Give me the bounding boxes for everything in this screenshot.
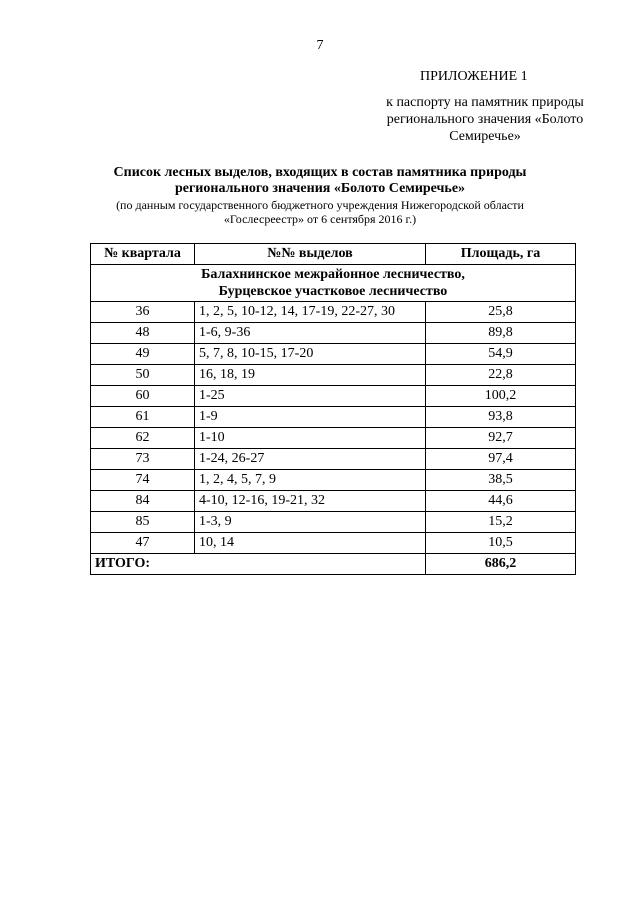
quarter-cell: 60: [91, 386, 195, 407]
area-cell: 54,9: [426, 344, 576, 365]
quarter-cell: 74: [91, 470, 195, 491]
area-cell: 44,6: [426, 491, 576, 512]
table-row: [91, 533, 576, 554]
table-row: [91, 491, 576, 512]
area-cell: 93,8: [426, 407, 576, 428]
list-title-line: Список лесных выделов, входящих в состав памятника природы: [113, 165, 527, 180]
area-cell: 15,2: [426, 512, 576, 533]
table-row: [91, 323, 576, 344]
total-row: [91, 554, 576, 575]
sections-cell: 5, 7, 8, 10-15, 17-20: [195, 344, 426, 365]
header-quarter: № квартала: [91, 244, 195, 265]
quarter-cell: 85: [91, 512, 195, 533]
area-cell: 92,7: [426, 428, 576, 449]
area-cell: 89,8: [426, 323, 576, 344]
sections-cell: 1-24, 26-27: [195, 449, 426, 470]
table-row: [91, 449, 576, 470]
area-cell: 22,8: [426, 365, 576, 386]
sections-cell: 1-9: [195, 407, 426, 428]
total-label: ИТОГО:: [91, 554, 426, 575]
table-row: [91, 470, 576, 491]
quarter-cell: 36: [91, 302, 195, 323]
quarter-cell: 61: [91, 407, 195, 428]
list-source-line: (по данным государственного бюджетного учреждения Нижегородской области: [116, 198, 524, 212]
list-title-line: регионального значения «Болото Семиречье»: [174, 181, 466, 196]
total-area: 686,2: [426, 554, 576, 575]
quarter-cell: 73: [91, 449, 195, 470]
table-row: [91, 512, 576, 533]
list-source-line: «Гослесреестр» от 6 сентября 2016 г.): [223, 212, 417, 226]
area-cell: 100,2: [426, 386, 576, 407]
table-row: [91, 428, 576, 449]
sections-cell: 1-10: [195, 428, 426, 449]
forest-sections-table: [90, 243, 576, 575]
sections-cell: 16, 18, 19: [195, 365, 426, 386]
sections-cell: 1-3, 9: [195, 512, 426, 533]
sections-cell: 1, 2, 5, 10-12, 14, 17-19, 22-27, 30: [195, 302, 426, 323]
appendix-reference: к паспорту на памятник природы регионального значения «Болото Семиречье»: [386, 95, 584, 144]
area-cell: 38,5: [426, 470, 576, 491]
sections-cell: 4-10, 12-16, 19-21, 32: [195, 491, 426, 512]
quarter-cell: 62: [91, 428, 195, 449]
quarter-cell: 48: [91, 323, 195, 344]
quarter-cell: 84: [91, 491, 195, 512]
table-header-row: [91, 244, 576, 265]
header-sections: №№ выделов: [195, 244, 426, 265]
appendix-title: ПРИЛОЖЕНИЕ 1: [420, 69, 528, 84]
forestry-group-line: Балахнинское межрайонное лесничество,: [201, 267, 465, 282]
header-area: Площадь, га: [426, 244, 576, 265]
quarter-cell: 50: [91, 365, 195, 386]
table-row: [91, 302, 576, 323]
area-cell: 25,8: [426, 302, 576, 323]
table-row: [91, 344, 576, 365]
quarter-cell: 47: [91, 533, 195, 554]
sections-cell: 1-25: [195, 386, 426, 407]
sections-cell: 1-6, 9-36: [195, 323, 426, 344]
area-cell: 97,4: [426, 449, 576, 470]
table-row: [91, 365, 576, 386]
list-source: [0, 198, 640, 226]
area-cell: 10,5: [426, 533, 576, 554]
table-row: [91, 386, 576, 407]
table-row: [91, 407, 576, 428]
page-number: 7: [316, 38, 324, 53]
list-title: [0, 165, 640, 197]
forestry-group-cell: [91, 265, 576, 302]
forestry-group-line: Бурцевское участковое лесничество: [218, 284, 448, 299]
group-row: [91, 265, 576, 302]
quarter-cell: 49: [91, 344, 195, 365]
sections-cell: 10, 14: [195, 533, 426, 554]
sections-cell: 1, 2, 4, 5, 7, 9: [195, 470, 426, 491]
